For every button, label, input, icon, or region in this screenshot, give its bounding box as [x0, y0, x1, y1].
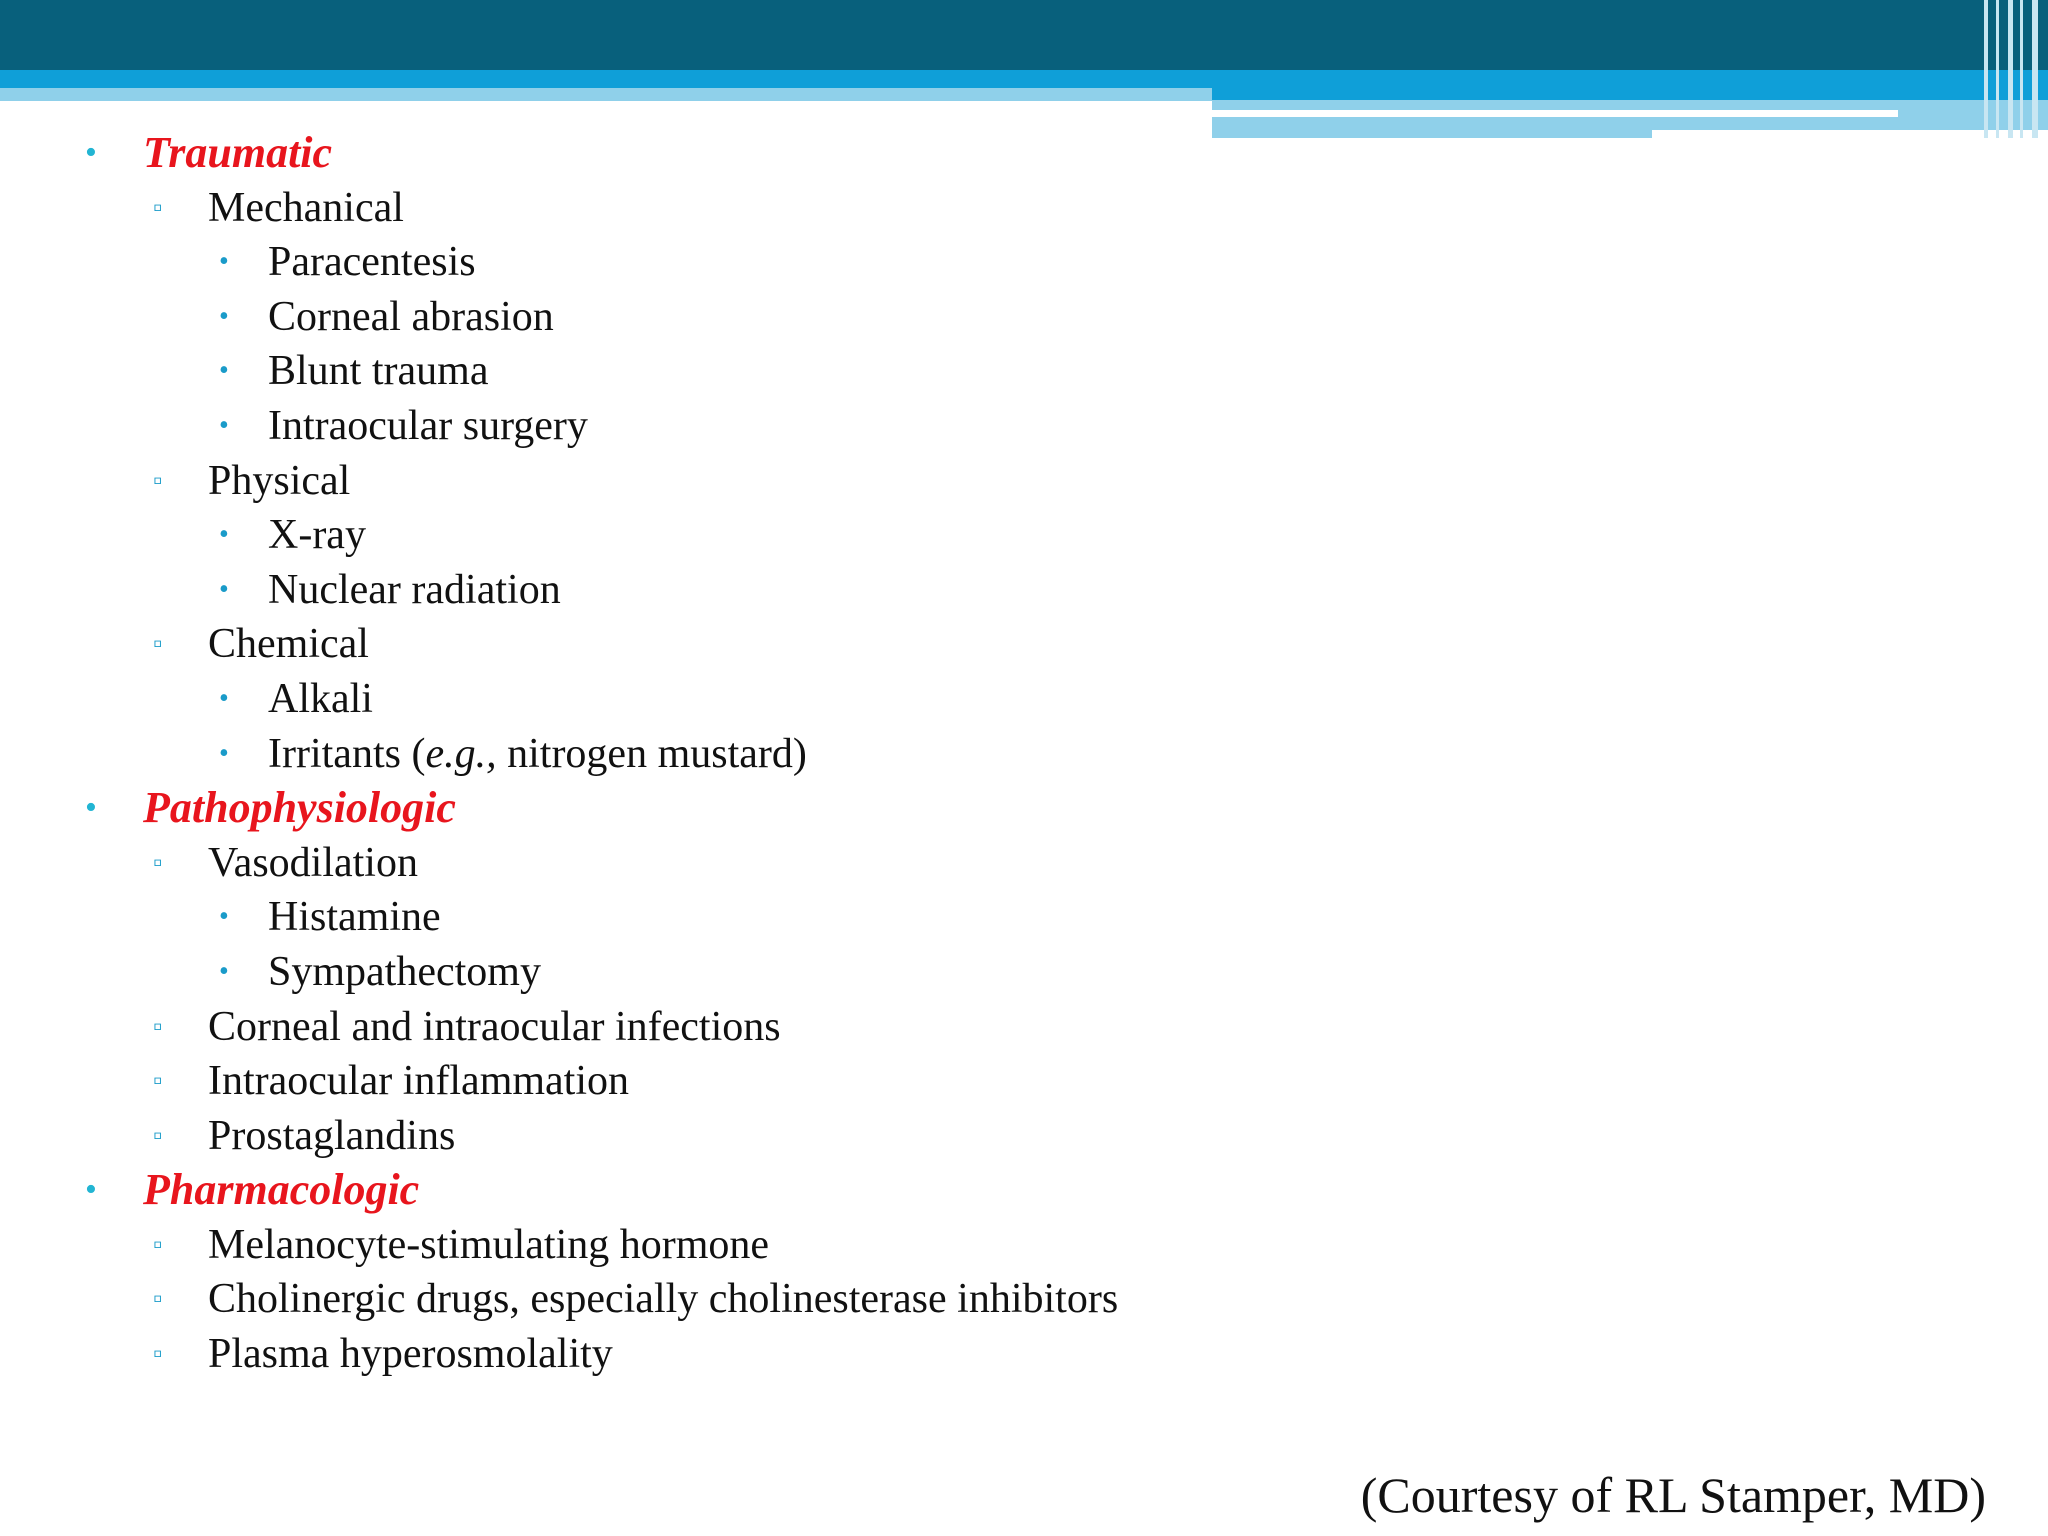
outline-subitem: [0, 1054, 1300, 1109]
outline-text: Histamine: [268, 894, 441, 941]
outline-subsubitem: [0, 563, 1300, 618]
slide-outline: [0, 126, 1300, 1382]
bullet-icon: ▫: [153, 1284, 163, 1314]
outline-text: Sympathectomy: [268, 948, 541, 995]
outline-text: Pharmacologic: [143, 1165, 420, 1215]
header-band-divider: [1212, 110, 1898, 117]
bullet-icon: •: [219, 409, 229, 441]
outline-subsubitem: [0, 344, 1300, 399]
outline-subitem: [0, 1272, 1300, 1327]
outline-subsubitem: [0, 727, 1300, 782]
outline-heading: [0, 126, 1300, 181]
outline-subitem: [0, 1109, 1300, 1164]
outline-text: Vasodilation: [208, 839, 418, 886]
outline-subsubitem: [0, 890, 1300, 945]
bullet-icon: •: [219, 901, 229, 933]
outline-subsubitem: [0, 235, 1300, 290]
outline-subitem: [0, 454, 1300, 509]
outline-subsubitem: [0, 672, 1300, 727]
bullet-icon: •: [219, 519, 229, 551]
outline-subitem: [0, 836, 1300, 891]
outline-text: [268, 727, 807, 782]
bullet-icon: ▫: [153, 1229, 163, 1259]
bullet-icon: •: [85, 1171, 97, 1209]
outline-text: Pathophysiologic: [143, 783, 456, 833]
outline-subitem: [0, 1218, 1300, 1273]
header-band-right-mid: [1212, 70, 2048, 100]
header-stripe: [2008, 0, 2013, 138]
outline-heading: [0, 1163, 1300, 1218]
outline-text: Traumatic: [143, 128, 333, 177]
outline-text: X-ray: [268, 512, 366, 559]
bullet-icon: •: [219, 246, 229, 278]
bullet-icon: •: [219, 573, 229, 605]
outline-text: Intraocular inflammation: [208, 1058, 630, 1105]
outline-subsubitem: [0, 508, 1300, 563]
bullet-icon: •: [219, 300, 229, 332]
outline-heading: [0, 781, 1300, 836]
outline-text: Plasma hyperosmolality: [208, 1331, 613, 1378]
outline-text: Intraocular surgery: [268, 402, 588, 449]
bullet-icon: ▫: [153, 1120, 163, 1150]
bullet-icon: •: [85, 134, 97, 171]
bullet-icon: ▫: [153, 465, 163, 495]
outline-text-part: nitrogen mustard): [496, 730, 807, 777]
bullet-icon: ▫: [153, 1011, 163, 1041]
outline-text-italic: e.g.,: [425, 730, 497, 777]
bullet-icon: ▫: [153, 629, 163, 659]
outline-text: Melanocyte-stimulating hormone: [208, 1221, 770, 1268]
outline-subsubitem: [0, 945, 1300, 1000]
outline-text: Nuclear radiation: [268, 566, 561, 613]
header-band-notch: [1652, 130, 2048, 138]
outline-text: Corneal and intraocular infections: [208, 1003, 781, 1050]
outline-text: Chemical: [208, 621, 369, 668]
header-band-light: [0, 88, 1212, 101]
header-stripe: [2032, 0, 2038, 138]
bullet-icon: •: [219, 682, 229, 714]
outline-text: Mechanical: [208, 184, 404, 231]
bullet-icon: ▫: [153, 847, 163, 877]
outline-subitem: [0, 1000, 1300, 1055]
bullet-icon: •: [219, 737, 229, 769]
outline-text: Paracentesis: [268, 239, 476, 286]
header-stripe: [1984, 0, 1988, 138]
courtesy-credit: (Courtesy of RL Stamper, MD): [1360, 1467, 1986, 1523]
header-stripe: [2020, 0, 2023, 138]
bullet-icon: ▫: [153, 1066, 163, 1096]
outline-text-part: Irritants (: [268, 730, 426, 777]
outline-subitem: [0, 181, 1300, 236]
bullet-icon: •: [219, 955, 229, 987]
header-band-dark: [0, 0, 2048, 70]
outline-text: Blunt trauma: [268, 348, 489, 395]
bullet-icon: •: [85, 789, 97, 827]
outline-subitem: [0, 617, 1300, 672]
outline-text: Prostaglandins: [208, 1112, 456, 1159]
bullet-icon: ▫: [153, 192, 163, 222]
header-band-mid: [0, 70, 1212, 88]
outline-text: Corneal abrasion: [268, 293, 554, 340]
outline-text: Physical: [208, 457, 351, 504]
outline-text: Alkali: [268, 675, 373, 722]
outline-text: Cholinergic drugs, especially cholinesterase inhibitors: [208, 1276, 1119, 1323]
outline-subsubitem: [0, 290, 1300, 345]
outline-subitem: [0, 1327, 1300, 1382]
outline-subsubitem: [0, 399, 1300, 454]
bullet-icon: •: [219, 355, 229, 387]
bullet-icon: ▫: [153, 1339, 163, 1369]
header-stripe: [1996, 0, 1999, 138]
